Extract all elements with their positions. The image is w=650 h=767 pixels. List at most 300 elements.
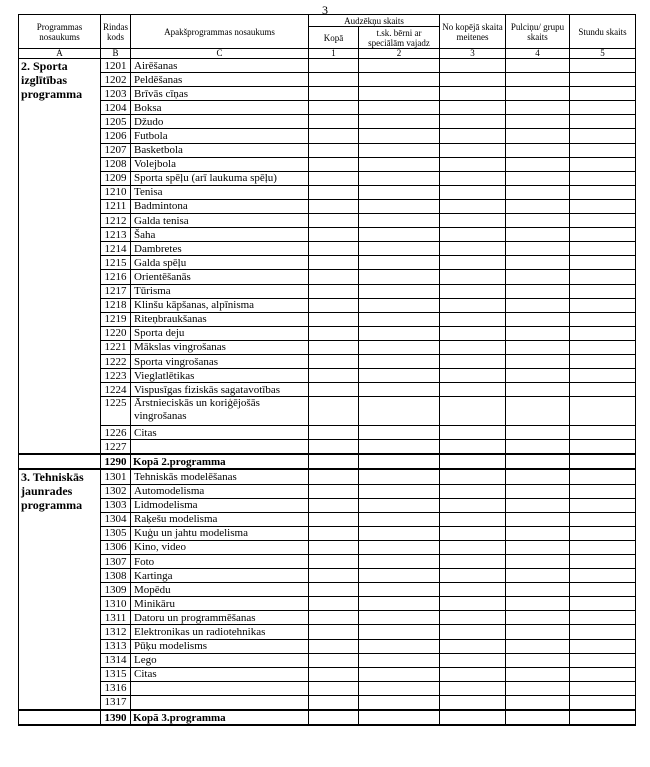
value-cell[interactable] — [570, 397, 636, 426]
value-cell[interactable] — [440, 157, 506, 171]
value-cell[interactable] — [359, 228, 440, 242]
table-row — [19, 242, 636, 256]
value-cell[interactable] — [359, 597, 440, 611]
value-cell[interactable] — [359, 256, 440, 270]
value-cell[interactable] — [440, 87, 506, 101]
table-row — [19, 639, 636, 653]
value-cell[interactable] — [309, 129, 359, 143]
value-cell[interactable] — [359, 298, 440, 312]
value-cell[interactable] — [309, 625, 359, 639]
value-cell[interactable] — [309, 214, 359, 228]
row-code: 1203 — [101, 87, 131, 101]
value-cell[interactable] — [506, 639, 570, 653]
value-cell[interactable] — [570, 354, 636, 368]
value-cell[interactable] — [570, 653, 636, 667]
row-code: 1221 — [101, 340, 131, 354]
value-cell[interactable] — [440, 129, 506, 143]
value-cell[interactable] — [506, 540, 570, 554]
value-cell[interactable] — [440, 397, 506, 426]
value-cell[interactable] — [506, 512, 570, 526]
value-cell[interactable] — [440, 242, 506, 256]
table-row — [19, 625, 636, 639]
value-cell[interactable] — [309, 298, 359, 312]
value-cell[interactable] — [359, 583, 440, 597]
value-cell[interactable] — [570, 129, 636, 143]
subprogram-name: Badmintona — [131, 199, 309, 213]
value-cell[interactable] — [359, 653, 440, 667]
value-cell[interactable] — [309, 397, 359, 426]
value-cell[interactable] — [359, 695, 440, 710]
value-cell[interactable] — [359, 469, 440, 484]
subprogram-name — [131, 695, 309, 710]
row-code: 1206 — [101, 129, 131, 143]
value-cell[interactable] — [359, 369, 440, 383]
value-cell[interactable] — [570, 73, 636, 87]
value-cell[interactable] — [309, 284, 359, 298]
value-cell[interactable] — [570, 298, 636, 312]
value-cell[interactable] — [506, 354, 570, 368]
value-cell[interactable] — [309, 73, 359, 87]
value-cell[interactable] — [506, 397, 570, 426]
row-code: 1227 — [101, 440, 131, 455]
value-cell[interactable] — [359, 667, 440, 681]
value-cell[interactable] — [506, 369, 570, 383]
value-cell[interactable] — [506, 681, 570, 695]
value-cell[interactable] — [359, 569, 440, 583]
value-cell[interactable] — [506, 583, 570, 597]
value-cell[interactable] — [440, 540, 506, 554]
value-cell[interactable] — [440, 667, 506, 681]
table-row — [19, 199, 636, 213]
value-cell[interactable] — [309, 242, 359, 256]
value-cell[interactable] — [570, 115, 636, 129]
header-special-needs: t.sk. bērni ar speciālām vajadz — [359, 27, 440, 49]
column-letter: 5 — [570, 49, 636, 59]
value-cell[interactable] — [440, 214, 506, 228]
value-cell[interactable] — [309, 512, 359, 526]
value-cell[interactable] — [440, 440, 506, 455]
value-cell[interactable] — [440, 469, 506, 484]
value-cell[interactable] — [440, 101, 506, 115]
value-cell[interactable] — [359, 639, 440, 653]
header-groups: Pulciņu/ grupu skaits — [506, 15, 570, 49]
value-cell[interactable] — [506, 129, 570, 143]
value-cell[interactable] — [570, 639, 636, 653]
value-cell[interactable] — [309, 143, 359, 157]
value-cell[interactable] — [506, 383, 570, 397]
value-cell[interactable] — [440, 115, 506, 129]
value-cell[interactable] — [359, 199, 440, 213]
value-cell[interactable] — [359, 73, 440, 87]
column-letter: C — [131, 49, 309, 59]
row-code: 1224 — [101, 383, 131, 397]
value-cell[interactable] — [570, 340, 636, 354]
value-cell[interactable] — [440, 710, 506, 725]
value-cell[interactable] — [506, 426, 570, 440]
value-cell[interactable] — [440, 143, 506, 157]
column-letter: 3 — [440, 49, 506, 59]
value-cell[interactable] — [440, 555, 506, 569]
value-cell[interactable] — [506, 87, 570, 101]
value-cell[interactable] — [570, 369, 636, 383]
value-cell[interactable] — [359, 383, 440, 397]
value-cell[interactable] — [309, 185, 359, 199]
value-cell[interactable] — [506, 256, 570, 270]
table-row — [19, 667, 636, 681]
value-cell[interactable] — [440, 454, 506, 469]
value-cell[interactable] — [570, 284, 636, 298]
value-cell[interactable] — [359, 312, 440, 326]
value-cell[interactable] — [440, 199, 506, 213]
column-letter: 2 — [359, 49, 440, 59]
value-cell[interactable] — [309, 340, 359, 354]
value-cell[interactable] — [359, 484, 440, 498]
subprogram-name: Boksa — [131, 101, 309, 115]
value-cell[interactable] — [570, 667, 636, 681]
value-cell[interactable] — [309, 611, 359, 625]
value-cell[interactable] — [309, 695, 359, 710]
value-cell[interactable] — [570, 469, 636, 484]
table-row — [19, 695, 636, 710]
value-cell[interactable] — [359, 454, 440, 469]
value-cell[interactable] — [440, 298, 506, 312]
value-cell[interactable] — [359, 143, 440, 157]
value-cell[interactable] — [359, 87, 440, 101]
value-cell[interactable] — [440, 583, 506, 597]
value-cell[interactable] — [359, 540, 440, 554]
value-cell[interactable] — [440, 426, 506, 440]
value-cell[interactable] — [570, 555, 636, 569]
subprogram-name: Peldēšanas — [131, 73, 309, 87]
value-cell[interactable] — [506, 498, 570, 512]
row-code: 1390 — [101, 710, 131, 725]
value-cell[interactable] — [309, 540, 359, 554]
value-cell[interactable] — [309, 171, 359, 185]
value-cell[interactable] — [440, 695, 506, 710]
value-cell[interactable] — [309, 498, 359, 512]
value-cell[interactable] — [309, 426, 359, 440]
header-total: Kopā — [309, 27, 359, 49]
value-cell[interactable] — [506, 171, 570, 185]
value-cell[interactable] — [570, 101, 636, 115]
value-cell[interactable] — [506, 143, 570, 157]
value-cell[interactable] — [359, 426, 440, 440]
row-code: 1209 — [101, 171, 131, 185]
value-cell[interactable] — [440, 59, 506, 73]
value-cell[interactable] — [440, 681, 506, 695]
value-cell[interactable] — [570, 59, 636, 73]
value-cell[interactable] — [359, 171, 440, 185]
value-cell[interactable] — [309, 667, 359, 681]
value-cell[interactable] — [359, 526, 440, 540]
value-cell[interactable] — [570, 87, 636, 101]
program-name: 2. Sporta izglītības programma — [19, 59, 101, 455]
value-cell[interactable] — [506, 270, 570, 284]
total-label: Kopā 3.programma — [131, 710, 309, 725]
value-cell[interactable] — [359, 440, 440, 455]
row-code: 1225 — [101, 397, 131, 426]
value-cell[interactable] — [570, 454, 636, 469]
value-cell[interactable] — [309, 369, 359, 383]
value-cell[interactable] — [440, 256, 506, 270]
value-cell[interactable] — [359, 270, 440, 284]
value-cell[interactable] — [506, 526, 570, 540]
value-cell[interactable] — [359, 284, 440, 298]
value-cell[interactable] — [359, 242, 440, 256]
value-cell[interactable] — [570, 214, 636, 228]
value-cell[interactable] — [506, 667, 570, 681]
value-cell[interactable] — [570, 242, 636, 256]
value-cell[interactable] — [506, 185, 570, 199]
table-row — [19, 681, 636, 695]
row-code: 1202 — [101, 73, 131, 87]
value-cell[interactable] — [506, 454, 570, 469]
value-cell[interactable] — [309, 326, 359, 340]
subprogram-name: Tehniskās modelēšanas — [131, 469, 309, 484]
value-cell[interactable] — [506, 340, 570, 354]
value-cell[interactable] — [359, 710, 440, 725]
value-cell[interactable] — [506, 440, 570, 455]
value-cell[interactable] — [309, 87, 359, 101]
value-cell[interactable] — [309, 383, 359, 397]
value-cell[interactable] — [570, 185, 636, 199]
value-cell[interactable] — [440, 512, 506, 526]
value-cell[interactable] — [570, 512, 636, 526]
subprogram-name — [131, 440, 309, 455]
value-cell[interactable] — [440, 340, 506, 354]
table-row — [19, 469, 636, 484]
value-cell[interactable] — [570, 256, 636, 270]
value-cell[interactable] — [359, 498, 440, 512]
value-cell[interactable] — [309, 555, 359, 569]
value-cell[interactable] — [359, 326, 440, 340]
value-cell[interactable] — [359, 611, 440, 625]
value-cell[interactable] — [570, 526, 636, 540]
value-cell[interactable] — [309, 469, 359, 484]
table-row — [19, 653, 636, 667]
value-cell[interactable] — [570, 540, 636, 554]
column-letter: B — [101, 49, 131, 59]
subprogram-name: Elektronikas un radiotehnikas — [131, 625, 309, 639]
value-cell[interactable] — [570, 440, 636, 455]
value-cell[interactable] — [440, 326, 506, 340]
value-cell[interactable] — [506, 710, 570, 725]
value-cell[interactable] — [570, 625, 636, 639]
value-cell[interactable] — [506, 115, 570, 129]
value-cell[interactable] — [309, 199, 359, 213]
value-cell[interactable] — [440, 526, 506, 540]
value-cell[interactable] — [440, 312, 506, 326]
subprogram-name: Tūrisma — [131, 284, 309, 298]
value-cell[interactable] — [359, 397, 440, 426]
value-cell[interactable] — [359, 185, 440, 199]
value-cell[interactable] — [440, 569, 506, 583]
value-cell[interactable] — [440, 270, 506, 284]
row-code: 1226 — [101, 426, 131, 440]
value-cell[interactable] — [570, 569, 636, 583]
value-cell[interactable] — [359, 340, 440, 354]
table-row — [19, 185, 636, 199]
value-cell[interactable] — [440, 484, 506, 498]
value-cell[interactable] — [506, 326, 570, 340]
value-cell[interactable] — [506, 199, 570, 213]
value-cell[interactable] — [570, 710, 636, 725]
table-row — [19, 214, 636, 228]
value-cell[interactable] — [506, 469, 570, 484]
value-cell[interactable] — [506, 312, 570, 326]
subprogram-name: Brīvās cīņas — [131, 87, 309, 101]
value-cell[interactable] — [440, 171, 506, 185]
value-cell[interactable] — [309, 115, 359, 129]
value-cell[interactable] — [359, 115, 440, 129]
table-row — [19, 115, 636, 129]
row-code: 1301 — [101, 469, 131, 484]
value-cell[interactable] — [506, 101, 570, 115]
value-cell[interactable] — [440, 498, 506, 512]
table-row — [19, 484, 636, 498]
value-cell[interactable] — [570, 498, 636, 512]
value-cell[interactable] — [570, 326, 636, 340]
value-cell[interactable] — [359, 555, 440, 569]
subprogram-name: Volejbola — [131, 157, 309, 171]
value-cell[interactable] — [309, 256, 359, 270]
value-cell[interactable] — [359, 625, 440, 639]
value-cell[interactable] — [506, 555, 570, 569]
value-cell[interactable] — [506, 73, 570, 87]
subprogram-name: Basketbola — [131, 143, 309, 157]
value-cell[interactable] — [440, 73, 506, 87]
subprogram-name: Automodelisma — [131, 484, 309, 498]
row-code: 1220 — [101, 326, 131, 340]
page-number: 3 — [322, 3, 328, 17]
value-cell[interactable] — [570, 484, 636, 498]
table-row — [19, 440, 636, 455]
value-cell[interactable] — [570, 681, 636, 695]
header-program-name: Programmas nosaukums — [19, 15, 101, 49]
value-cell[interactable] — [440, 639, 506, 653]
row-code: 1211 — [101, 199, 131, 213]
value-cell[interactable] — [506, 228, 570, 242]
row-code: 1313 — [101, 639, 131, 653]
value-cell[interactable] — [570, 611, 636, 625]
row-code: 1312 — [101, 625, 131, 639]
value-cell[interactable] — [570, 228, 636, 242]
header-row-code: Rindas kods — [101, 15, 131, 49]
value-cell[interactable] — [440, 611, 506, 625]
value-cell[interactable] — [359, 681, 440, 695]
value-cell[interactable] — [359, 59, 440, 73]
value-cell[interactable] — [309, 354, 359, 368]
row-code: 1308 — [101, 569, 131, 583]
value-cell[interactable] — [359, 214, 440, 228]
value-cell[interactable] — [309, 157, 359, 171]
value-cell[interactable] — [309, 681, 359, 695]
row-code: 1303 — [101, 498, 131, 512]
value-cell[interactable] — [506, 653, 570, 667]
row-code: 1212 — [101, 214, 131, 228]
value-cell[interactable] — [570, 383, 636, 397]
value-cell[interactable] — [570, 270, 636, 284]
value-cell[interactable] — [309, 526, 359, 540]
subprogram-name: Sporta spēļu (arī laukuma spēļu) — [131, 171, 309, 185]
value-cell[interactable] — [570, 199, 636, 213]
value-cell[interactable] — [309, 454, 359, 469]
value-cell[interactable] — [506, 242, 570, 256]
value-cell[interactable] — [506, 214, 570, 228]
value-cell[interactable] — [506, 157, 570, 171]
value-cell[interactable] — [440, 653, 506, 667]
value-cell[interactable] — [440, 354, 506, 368]
value-cell[interactable] — [359, 354, 440, 368]
value-cell[interactable] — [506, 484, 570, 498]
value-cell[interactable] — [440, 383, 506, 397]
value-cell[interactable] — [570, 312, 636, 326]
value-cell[interactable] — [440, 284, 506, 298]
value-cell[interactable] — [309, 569, 359, 583]
value-cell[interactable] — [309, 484, 359, 498]
value-cell[interactable] — [570, 583, 636, 597]
value-cell[interactable] — [440, 228, 506, 242]
column-letter: A — [19, 49, 101, 59]
value-cell[interactable] — [309, 312, 359, 326]
row-code: 1306 — [101, 540, 131, 554]
value-cell[interactable] — [359, 512, 440, 526]
value-cell[interactable] — [309, 101, 359, 115]
value-cell[interactable] — [309, 597, 359, 611]
value-cell[interactable] — [359, 101, 440, 115]
value-cell[interactable] — [309, 639, 359, 653]
row-code: 1304 — [101, 512, 131, 526]
value-cell[interactable] — [506, 284, 570, 298]
value-cell[interactable] — [359, 157, 440, 171]
value-cell[interactable] — [570, 597, 636, 611]
table-row — [19, 526, 636, 540]
value-cell[interactable] — [506, 695, 570, 710]
value-cell[interactable] — [506, 597, 570, 611]
value-cell[interactable] — [506, 611, 570, 625]
value-cell[interactable] — [506, 625, 570, 639]
value-cell[interactable] — [440, 625, 506, 639]
value-cell[interactable] — [506, 569, 570, 583]
subprogram-name: Futbola — [131, 129, 309, 143]
value-cell[interactable] — [309, 440, 359, 455]
subprogram-name: Kartinga — [131, 569, 309, 583]
value-cell[interactable] — [309, 710, 359, 725]
value-cell[interactable] — [309, 228, 359, 242]
value-cell[interactable] — [570, 426, 636, 440]
value-cell[interactable] — [440, 185, 506, 199]
value-cell[interactable] — [309, 270, 359, 284]
value-cell[interactable] — [570, 143, 636, 157]
value-cell[interactable] — [506, 298, 570, 312]
value-cell[interactable] — [570, 171, 636, 185]
subprogram-name: Sporta deju — [131, 326, 309, 340]
table-row — [19, 87, 636, 101]
value-cell[interactable] — [359, 129, 440, 143]
value-cell[interactable] — [309, 59, 359, 73]
row-code: 1208 — [101, 157, 131, 171]
value-cell[interactable] — [440, 597, 506, 611]
value-cell[interactable] — [440, 369, 506, 383]
value-cell[interactable] — [309, 653, 359, 667]
row-code: 1302 — [101, 484, 131, 498]
subprogram-name: Galda tenisa — [131, 214, 309, 228]
value-cell[interactable] — [309, 583, 359, 597]
value-cell[interactable] — [570, 157, 636, 171]
value-cell[interactable] — [570, 695, 636, 710]
total-row — [19, 710, 636, 725]
value-cell[interactable] — [506, 59, 570, 73]
